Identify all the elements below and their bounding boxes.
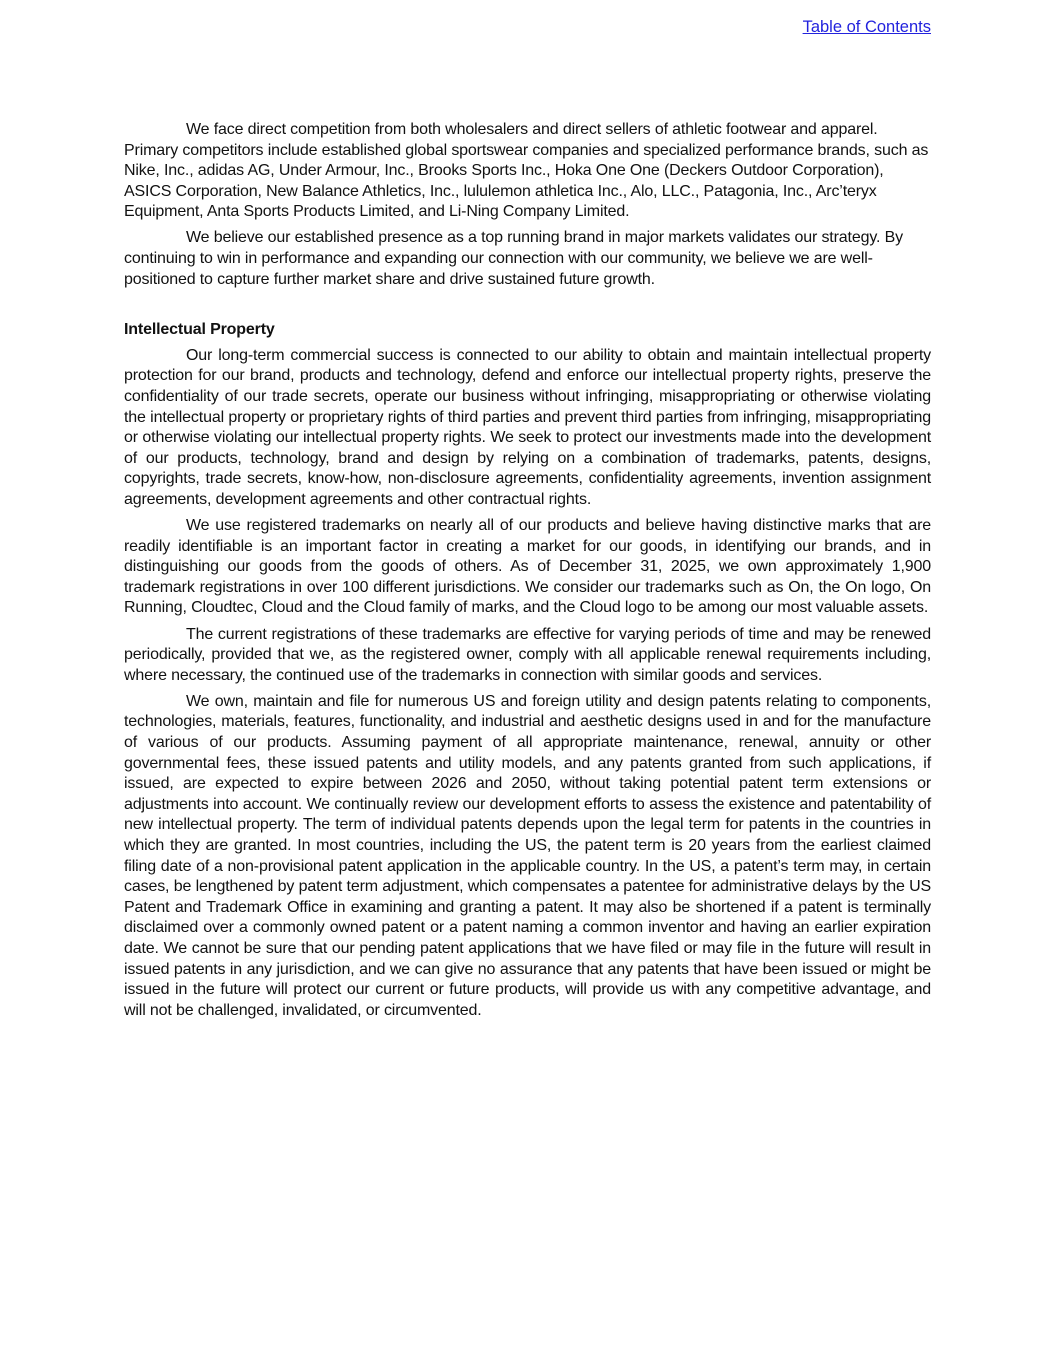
competition-paragraph: We face direct competition from both wholesalers and direct sellers of athletic footwear and apparel. Primary competitors include established global sportswear companies and specialized performance brands, such as Nike, Inc., adidas AG, Under Armour, Inc., Brooks Sports Inc., Hoka One One (Deckers Outdoor Corporation), ASICS Corporation, New Balance Athletics, Inc., lululemon athletica Inc., Alo, LLC., Patagonia, Inc., Arc’teryx Equipment, Anta Sports Products Limited, and Li-Ning Company Limited. — [124, 121, 929, 221]
ip-paragraph: We own, maintain and file for numerous US and foreign utility and design patents relating to components, technologies, materials, features, functionality, and industrial and aesthetic designs used in and for the manufacture of various of our products. Assuming payment of all appropriate maintenance, renewal, annuity or other governmental fees, these issued patents and utility models, and any patents granted from such applications, if issued, are expected to expire between 2026 and 2050, without taking potential patent term extensions or adjustments into account. We continually review our development efforts to assess the existence and patentability of new intellectual property. The term of individual patents depends upon the legal term for patents in the countries in which they are granted. In most countries, including the US, the patent term is 20 years from the earliest claimed filing date of a non-provisional patent application in the applicable country. In the US, a patent’s term may, in certain cases, be lengthened by patent term adjustment, which compensates a patentee for administrative delays by the US Patent and Trademark Office in examining and granting a patent. It may also be shortened if a patent is terminally disclaimed over a commonly owned patent or a patent naming a common inventor and having an earlier expiration date. We cannot be sure that our pending patent applications that we have filed or may file in the future will result in issued patents in any jurisdiction, and we can give no assurance that any patents that have been issued or might be issued in the future will protect our current or future products, will provide us with any competitive advantage, and will not be challenged, invalidated, or circumvented. — [124, 692, 931, 1019]
ip-paragraph: Our long-term commercial success is connected to our ability to obtain and maintain intellectual property protection for our brand, products and technology, defend and enforce our intellectual property rights, preserve the confidentiality of our trade secrets, operate our business without infringing, misappropriating or otherwise violating the intellectual property or proprietary rights of third parties and prevent third parties from infringing, misappropriating or otherwise violating our intellectual property rights. We seek to protect our investments made into the development of our products, technology, brand and design by relying on a combination of trademarks, patents, designs, copyrights, trade secrets, know-how, non-disclosure agreements, confidentiality agreements, invention assignment agreements, development agreements and other contractual rights. — [124, 346, 931, 508]
document-body — [124, 120, 931, 1027]
ip-paragraph: We use registered trademarks on nearly all of our products and believe having distinctive marks that are readily identifiable is an important factor in creating a market for our goods, in identifying our brands, and in distinguishing our goods from the goods of others. As of December 31, 2025, we own approximately 1,900 trademark registrations in over 100 different jurisdictions. We consider our trademarks such as On, the On logo, On Running, Cloudtec, Cloud and the Cloud family of marks, and the Cloud logo to be among our most valuable assets. — [124, 517, 931, 617]
table-of-contents-link[interactable]: Table of Contents — [802, 18, 931, 36]
ip-paragraph: The current registrations of these trademarks are effective for varying periods of time and may be renewed periodically, provided that we, as the registered owner, comply with all applicable renewal requirements including, where necessary, the continued use of the trademarks in connection with similar goods and services. — [124, 625, 931, 684]
competition-paragraph: We believe our established presence as a top running brand in major markets validates our strategy. By continuing to win in performance and expanding our connection with our community, we believe we are well-positioned to capture further market share and drive sustained future growth. — [124, 229, 903, 288]
section-heading-intellectual-property: Intellectual Property — [124, 321, 275, 339]
